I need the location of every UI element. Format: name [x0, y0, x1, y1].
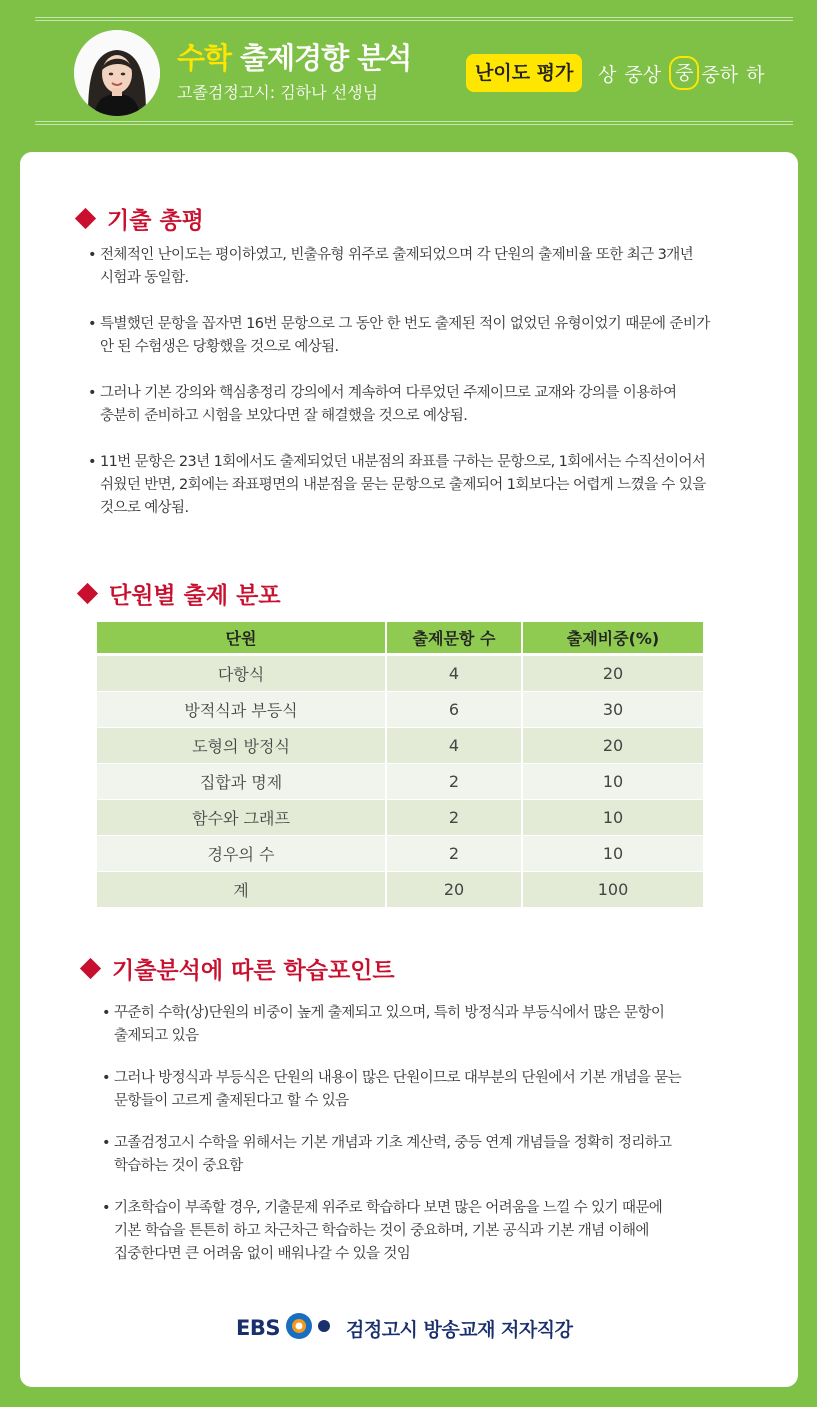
table-cell: 10	[523, 836, 703, 872]
level-mid-low: 중하	[701, 63, 739, 86]
level-mid-high: 중상	[624, 63, 662, 86]
table-cell: 2	[387, 764, 523, 800]
list-item	[88, 244, 768, 290]
table-cell: 6	[387, 692, 523, 728]
line: • 11번 문항은 23년 1회에서도 출제되었던 내분점의 좌표를 구하는 문항으로, 1회에서는 수직선이어서	[100, 454, 706, 470]
table-cell: 2	[387, 836, 523, 872]
line: • 고졸검정고시 수학을 위해서는 기본 개념과 기초 계산력, 중등 연계 개념들을 정확히 정리하고	[114, 1135, 672, 1151]
ebs-logo-icon	[284, 1311, 336, 1345]
line: 문항들이 고르게 출제된다고 할 수 있음	[114, 1093, 349, 1109]
table-cell: 30	[523, 692, 703, 728]
line: 집중한다면 큰 어려움 없이 배워나갈 수 있을 것임	[114, 1246, 411, 1262]
table-row	[97, 836, 703, 872]
section-title-overview	[78, 202, 204, 235]
table-cell: 방적식과 부등식	[97, 692, 387, 728]
footer-tagline: 검정고시 방송교재 저자직강	[345, 1318, 573, 1341]
table-cell: 계	[97, 872, 387, 908]
line: 쉬웠던 반면, 2회에는 좌표평면의 내분점을 묻는 문항으로 출제되어 1회보다는 어렵게 느꼈을 수 있을	[100, 477, 706, 493]
title-rest: 출제경향 분석	[231, 41, 412, 75]
table-row	[97, 728, 703, 764]
table-cell: 20	[387, 872, 523, 908]
line: • 기초학습이 부족할 경우, 기출문제 위주로 학습하다 보면 많은 어려움을 느낄 수 있기 때문에	[114, 1200, 663, 1216]
section-title-study-points	[83, 952, 395, 985]
list-item	[88, 451, 768, 520]
header-rule	[35, 124, 793, 125]
column-header: 단원	[97, 622, 387, 656]
table-cell: 10	[523, 764, 703, 800]
table-cell: 2	[387, 800, 523, 836]
ebs-wordmark: EBS	[236, 1316, 280, 1340]
table-cell: 20	[523, 728, 703, 764]
table-cell: 4	[387, 656, 523, 692]
table-total-row	[97, 872, 703, 908]
teacher-avatar	[74, 30, 160, 116]
line: 안 된 수험생은 당황했을 것으로 예상됨.	[100, 339, 339, 355]
table-cell: 20	[523, 656, 703, 692]
list-item	[88, 382, 768, 428]
list-item	[102, 1067, 782, 1113]
header-rule	[35, 20, 793, 21]
table-cell: 경우의 수	[97, 836, 387, 872]
content-card	[20, 152, 798, 1387]
column-header: 출제문항 수	[387, 622, 523, 656]
line: 시험과 동일함.	[100, 270, 189, 286]
difficulty-badge: 난이도 평가	[466, 54, 582, 92]
diamond-icon	[80, 958, 101, 979]
line: • 꾸준히 수학(상)단원의 비중이 높게 출제되고 있으며, 특히 방정식과 부등식에서 많은 문항이	[114, 1005, 665, 1021]
difficulty-levels	[598, 57, 773, 89]
page-title	[177, 36, 411, 77]
line: 기본 학습을 튼튼히 하고 차근차근 학습하는 것이 중요하며, 기본 공식과 기본 개념 이해에	[114, 1223, 649, 1239]
line: 것으로 예상됨.	[100, 500, 189, 516]
table-row	[97, 656, 703, 692]
study-points-list	[102, 1002, 782, 1266]
overview-list	[88, 244, 768, 520]
table-row	[97, 764, 703, 800]
table-row	[97, 692, 703, 728]
table-cell: 100	[523, 872, 703, 908]
level-low: 하	[746, 63, 765, 86]
level-high: 상	[598, 63, 617, 86]
section-title-text: 단원별 출제 분포	[109, 583, 281, 609]
section-title-text: 기출 총평	[107, 208, 204, 234]
section-title-distribution	[80, 577, 281, 610]
line: 출제되고 있음	[114, 1028, 199, 1044]
list-item	[102, 1002, 782, 1048]
table-cell: 10	[523, 800, 703, 836]
table-header-row	[97, 622, 703, 656]
list-item	[102, 1132, 782, 1178]
header-rule	[35, 17, 793, 18]
list-item	[102, 1197, 782, 1266]
diamond-icon	[75, 208, 96, 229]
table-cell: 다항식	[97, 656, 387, 692]
distribution-table	[97, 622, 703, 908]
diamond-icon	[77, 583, 98, 604]
table-cell: 도형의 방정식	[97, 728, 387, 764]
title-accent: 수학	[177, 41, 232, 75]
header-rule	[35, 121, 793, 122]
line: • 그러나 방정식과 부등식은 단원의 내용이 많은 단원이므로 대부분의 단원에서 기본 개념을 묻는	[114, 1070, 681, 1086]
footer-brand	[236, 1311, 572, 1345]
header	[0, 0, 817, 150]
line: • 그러나 기본 강의와 핵심총정리 강의에서 계속하여 다루었던 주제이므로 교재와 강의를 이용하여	[100, 385, 677, 401]
table-cell: 4	[387, 728, 523, 764]
line: 충분히 준비하고 시험을 보았다면 잘 해결했을 것으로 예상됨.	[100, 408, 468, 424]
table-row	[97, 800, 703, 836]
line: • 전체적인 난이도는 평이하였고, 빈출유형 위주로 출제되었으며 각 단원의 출제비율 또한 최근 3개년	[100, 247, 694, 263]
table-cell: 함수와 그래프	[97, 800, 387, 836]
list-item	[88, 313, 768, 359]
teacher-subtitle: 고졸검정고시: 김하나 선생님	[177, 83, 379, 102]
line: • 특별했던 문항을 꼽자면 16번 문항으로 그 동안 한 번도 출제된 적이 없었던 유형이었기 때문에 준비가	[100, 316, 710, 332]
level-mid-selected: 중	[669, 56, 699, 90]
table-cell: 집합과 명제	[97, 764, 387, 800]
section-title-text: 기출분석에 따른 학습포인트	[112, 958, 395, 984]
column-header: 출제비중(%)	[523, 622, 703, 656]
line: 학습하는 것이 중요함	[114, 1158, 243, 1174]
